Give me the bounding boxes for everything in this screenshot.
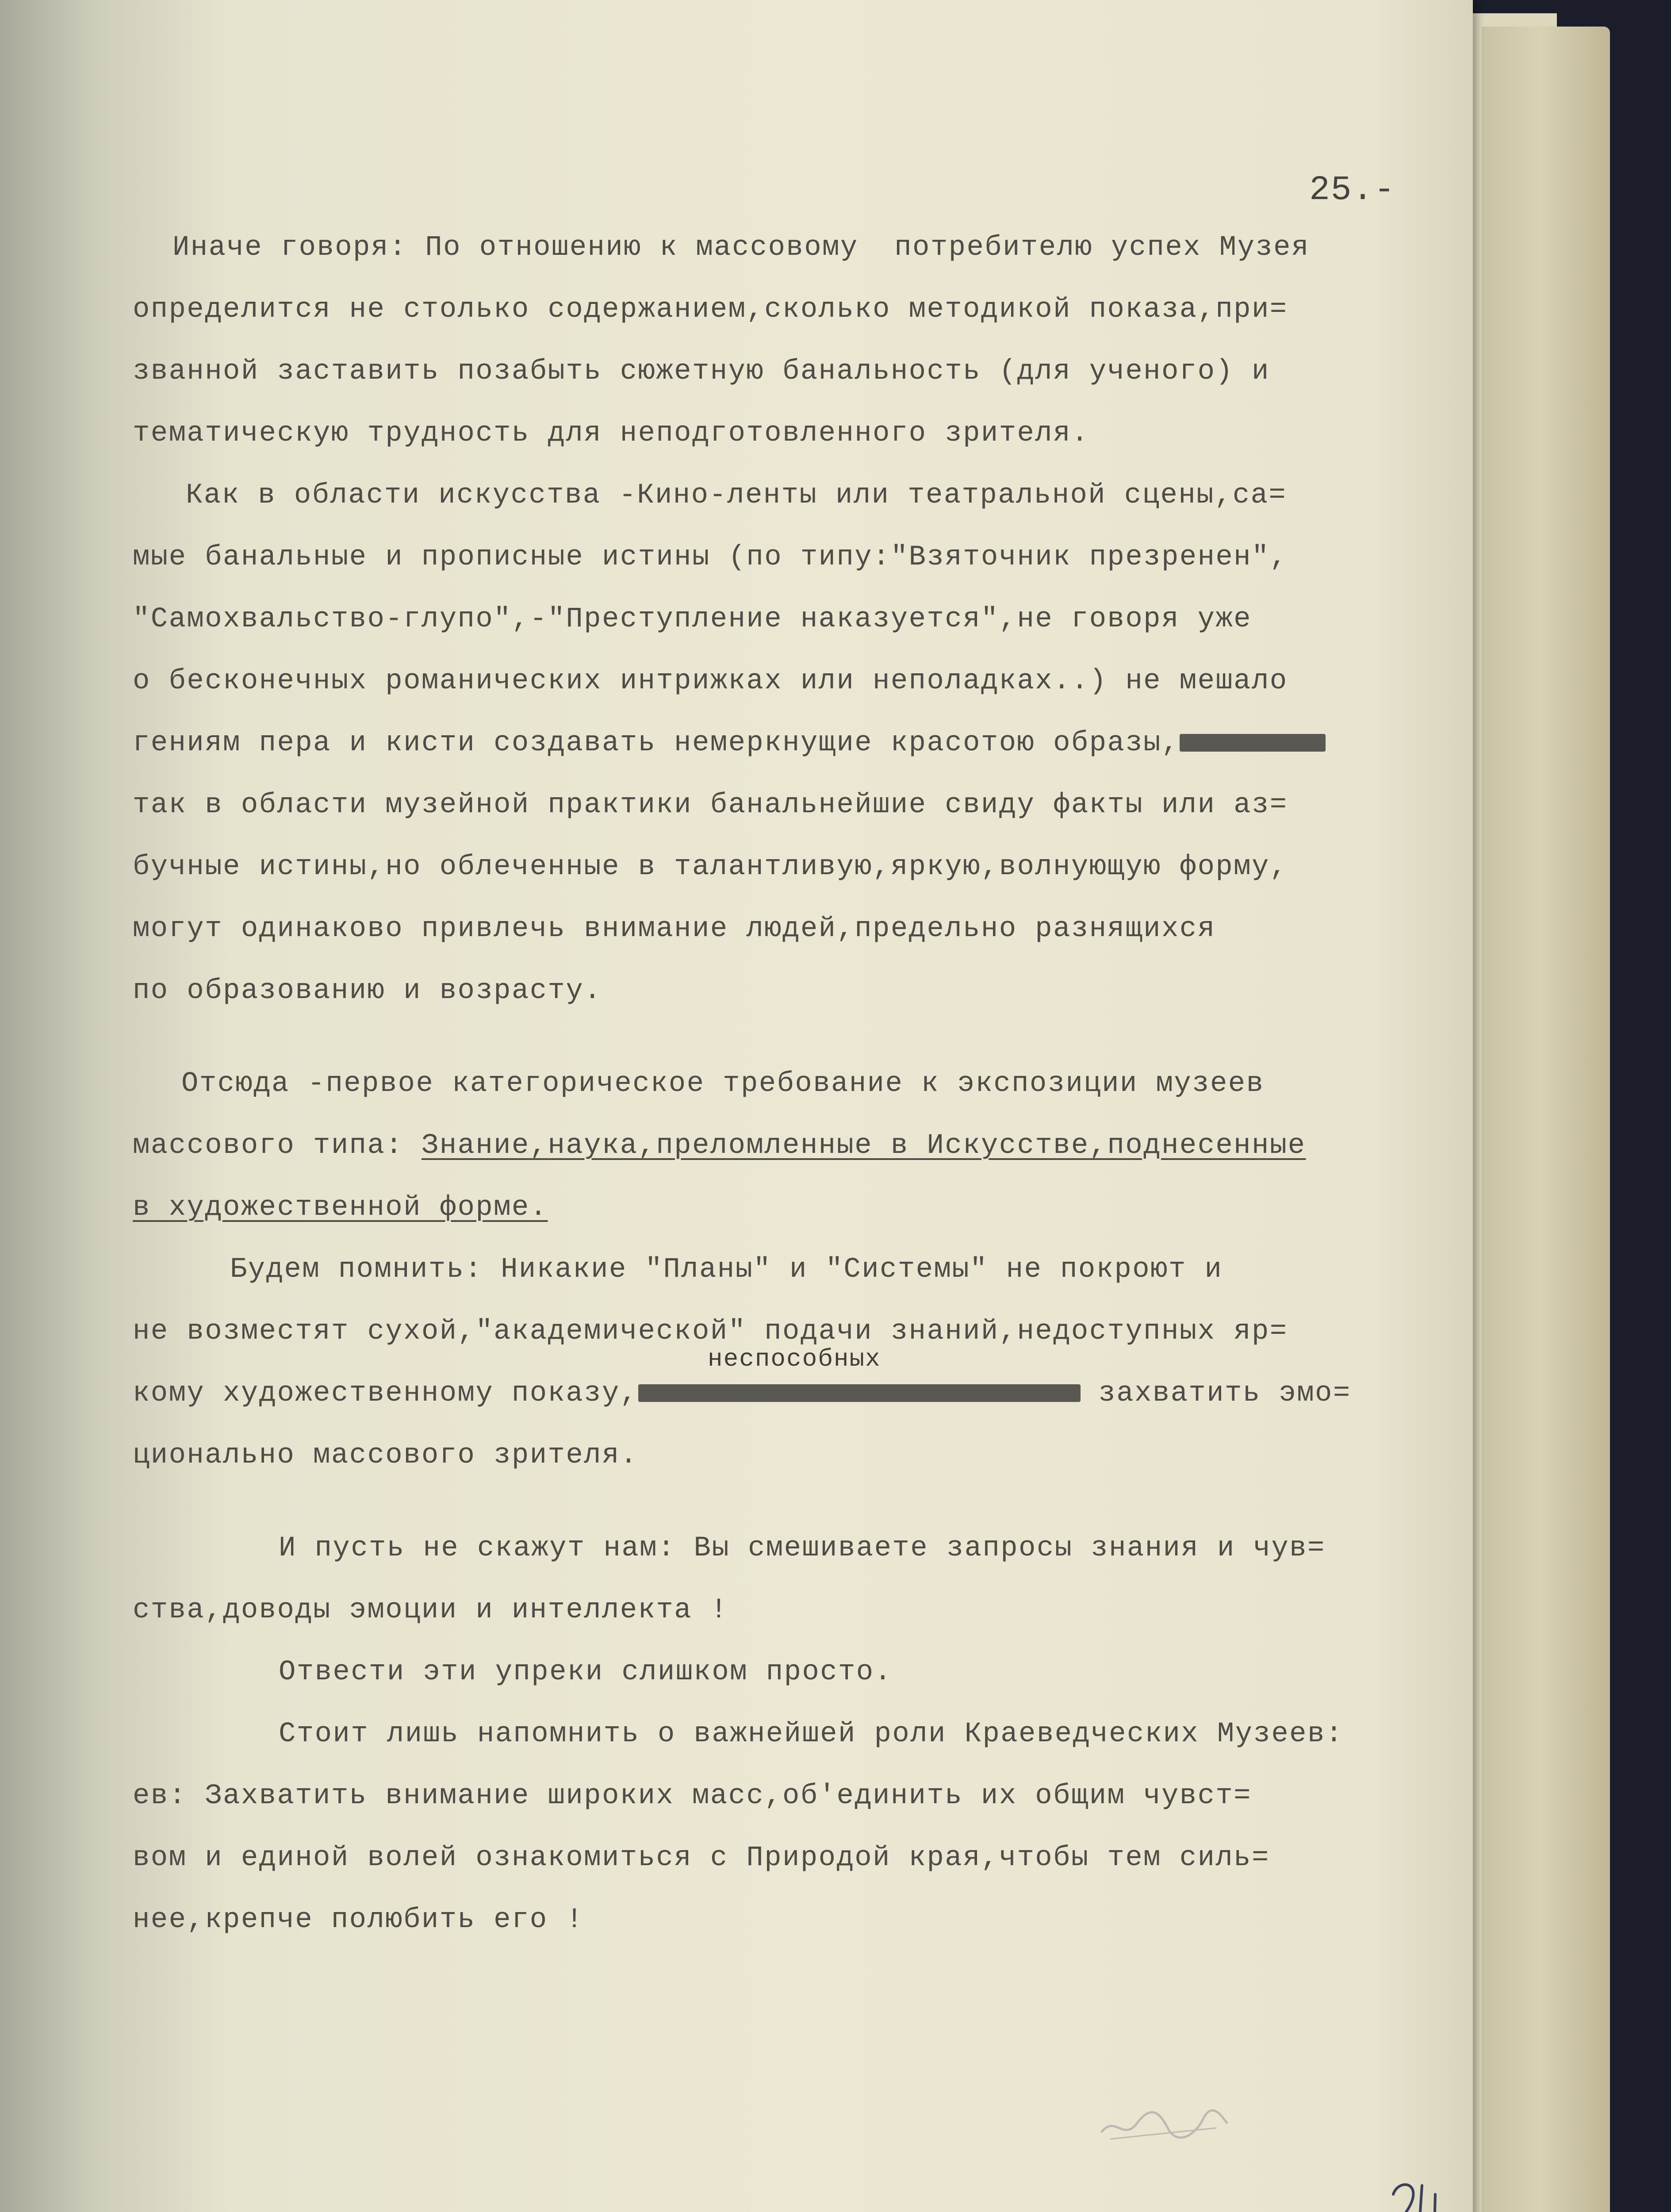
- struck-out-text: [1180, 734, 1326, 752]
- text-line: по образованию и возрасту.: [133, 975, 602, 1007]
- text-line: так в области музейной практики банальнейшие свиду факты или аз=: [133, 789, 1288, 821]
- text-line: бучные истины,но облеченные в талантливую,яркую,волнующую форму,: [133, 851, 1288, 883]
- page-number: 25.-: [1309, 171, 1396, 210]
- text-line: [133, 1376, 1351, 1411]
- underlined-text: в художественной форме.: [133, 1192, 548, 1224]
- text-line: Будем помнить: Никакие "Планы" и "Системы" не покроют и: [230, 1254, 1223, 1286]
- text-line: ционально массового зрителя.: [133, 1440, 638, 1471]
- text-line-content: массового типа:: [133, 1130, 422, 1162]
- text-line: могут одинаково привлечь внимание людей,предельно разнящихся: [133, 913, 1216, 945]
- text-line: не возместят сухой,"академической" подачи знаний,недоступных яр=: [133, 1316, 1288, 1348]
- text-line: о бесконечных романических интрижках или неполадках..) не мешало: [133, 665, 1288, 697]
- text-line: [133, 726, 1326, 761]
- faint-signature: [1097, 2097, 1230, 2150]
- text-line: нее,крепче полюбить его !: [133, 1904, 584, 1936]
- text-line: И пусть не скажут нам: Вы смешиваете запросы знания и чув=: [279, 1532, 1326, 1564]
- text-line: [133, 1128, 1306, 1164]
- text-line: званной заставить позабыть сюжетную банальность (для ученого) и: [133, 356, 1270, 388]
- underlined-text: Знание,наука,преломленные в Искусстве,поднесенные: [421, 1130, 1306, 1162]
- text-line-content: захватить эмо=: [1080, 1378, 1351, 1409]
- text-line: Как в области искусства -Кино-ленты или театральной сцены,са=: [186, 480, 1287, 511]
- text-line: ства,доводы эмоции и интеллекта !: [133, 1594, 728, 1626]
- text-line: Отвести эти упреки слишком просто.: [279, 1656, 893, 1688]
- text-line: Стоит лишь напомнить о важнейшей роли Краеведческих Музеев:: [279, 1718, 1344, 1750]
- underlying-page-edge: [1482, 27, 1610, 2212]
- folio-number-handwritten: [1384, 2177, 1446, 2212]
- text-line: мые банальные и прописные истины (по типу:"Взяточник презренен",: [133, 541, 1288, 573]
- text-line: "Самохвальство-глупо",-"Преступление наказуется",не говоря уже: [133, 603, 1252, 635]
- text-line-content: гениям пера и кисти создавать немеркнущие красотою образы,: [133, 727, 1180, 759]
- text-line: ев: Захватить внимание широких масс,об'единить их общим чувст=: [133, 1780, 1252, 1812]
- text-line: тематическую трудность для неподготовленного зрителя.: [133, 418, 1089, 449]
- text-line: вом и единой волей ознакомиться с Природой края,чтобы тем силь=: [133, 1842, 1270, 1874]
- handwritten-insertion: неспособных: [708, 1345, 881, 1373]
- text-line: Отсюда -первое категорическое требование к экспозиции музеев: [181, 1068, 1265, 1100]
- struck-out-text: [638, 1384, 1081, 1402]
- text-line-content: кому художественному показу,: [133, 1378, 638, 1409]
- text-line: Иначе говоря: По отношению к массовому потребителю успех Музея: [172, 232, 1310, 264]
- text-line: определится не столько содержанием,сколько методикой показа,при=: [133, 294, 1288, 326]
